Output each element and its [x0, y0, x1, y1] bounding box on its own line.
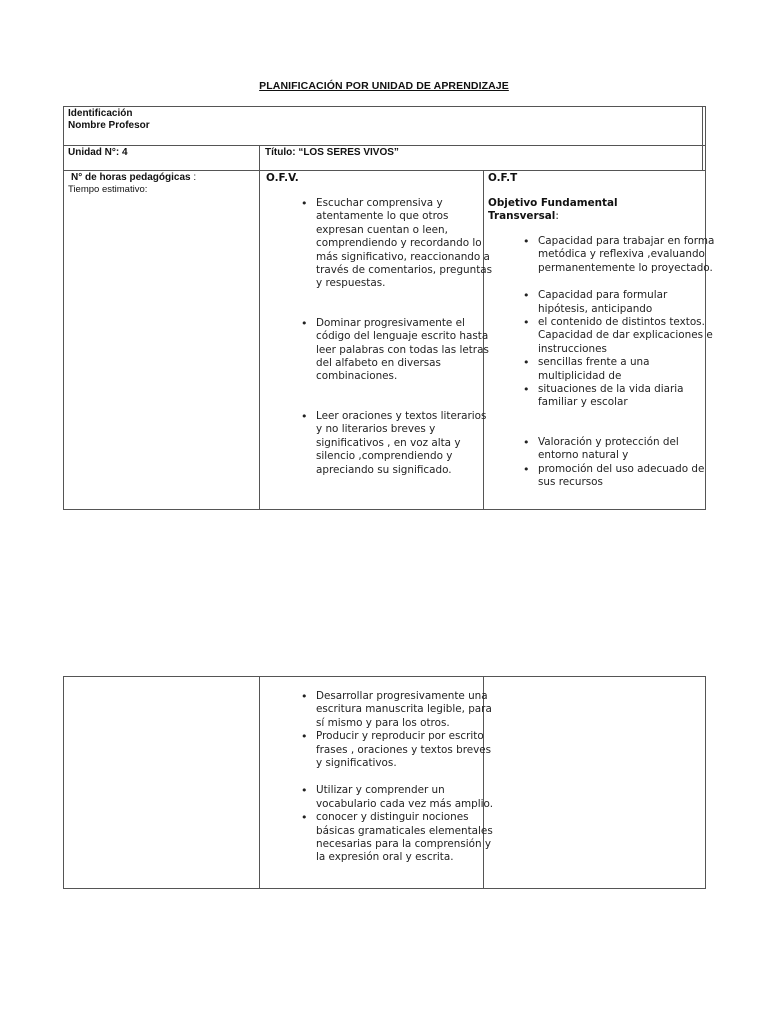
ofv-item: • Utilizar y comprender un vocabulario cada vez más amplio. [316, 784, 496, 811]
titulo-label: Título: “LOS SERES VIVOS” [265, 147, 399, 158]
oft-heading-colon: : [555, 210, 559, 222]
oft-item: • sencillas frente a una multiplicidad de [538, 356, 718, 383]
identificacion-label: Identificación [68, 108, 133, 119]
ofv-item: • conocer y distinguir nociones básicas gramaticales elementales necesarias para la comprensión y la expresión oral y escrita. [316, 811, 496, 865]
horas-label [71, 172, 196, 184]
ofv-list [300, 197, 494, 477]
tiempo-label: Tiempo estimativo: [68, 184, 148, 195]
oft-heading-text: Objetivo Fundamental Transversal [488, 197, 618, 222]
ofv-list-continued [300, 690, 496, 865]
ofv-item: • Producir y reproducir por escrito frases , oraciones y textos breves y significativos. [316, 730, 496, 770]
horas-colon: : [193, 172, 197, 183]
ofv-item: • Dominar progresivamente el código del lenguaje escrito hasta leer palabras con todas las letras del alfabeto en diversas combinaciones. [316, 317, 494, 384]
oft-item: • Valoración y protección del entorno natural y [538, 436, 718, 463]
document-title: PLANIFICACIÓN POR UNIDAD DE APRENDIZAJE [259, 80, 509, 92]
oft-item: • Capacidad para trabajar en forma metódica y reflexiva ,evaluando permanentemente lo proyectado. [538, 235, 718, 275]
oft-item: • Capacidad para formular hipótesis, anticipando [538, 289, 718, 316]
oft-item: • promoción del uso adecuado de sus recursos [538, 463, 718, 490]
ofv-item: • Desarrollar progresivamente una escritura manuscrita legible, para sí mismo y para los otros. [316, 690, 496, 730]
oft-header: O.F.T [488, 172, 518, 184]
oft-item: • el contenido de distintos textos. Capacidad de dar explicaciones e instrucciones [538, 316, 718, 356]
horas-text: N° de horas pedagógicas [71, 172, 191, 183]
unidad-label: Unidad N°: 4 [68, 147, 128, 158]
oft-item: • situaciones de la vida diaria familiar y escolar [538, 383, 718, 410]
ofv-item: • Escuchar comprensiva y atentamente lo que otros expresan cuentan o leen, comprendiendo y recordando lo más significativo, reaccionando a través de comentarios, preguntas y respuestas. [316, 197, 494, 291]
ofv-item: • Leer oraciones y textos literarios y no literarios breves y significativos , en voz alta y silencio ,comprendiendo y apreciando su significado. [316, 410, 494, 477]
oft-list [522, 235, 718, 490]
ofv-header: O.F.V. [266, 172, 299, 184]
oft-heading [488, 197, 638, 223]
nombre-profesor-label: Nombre Profesor [68, 120, 150, 131]
